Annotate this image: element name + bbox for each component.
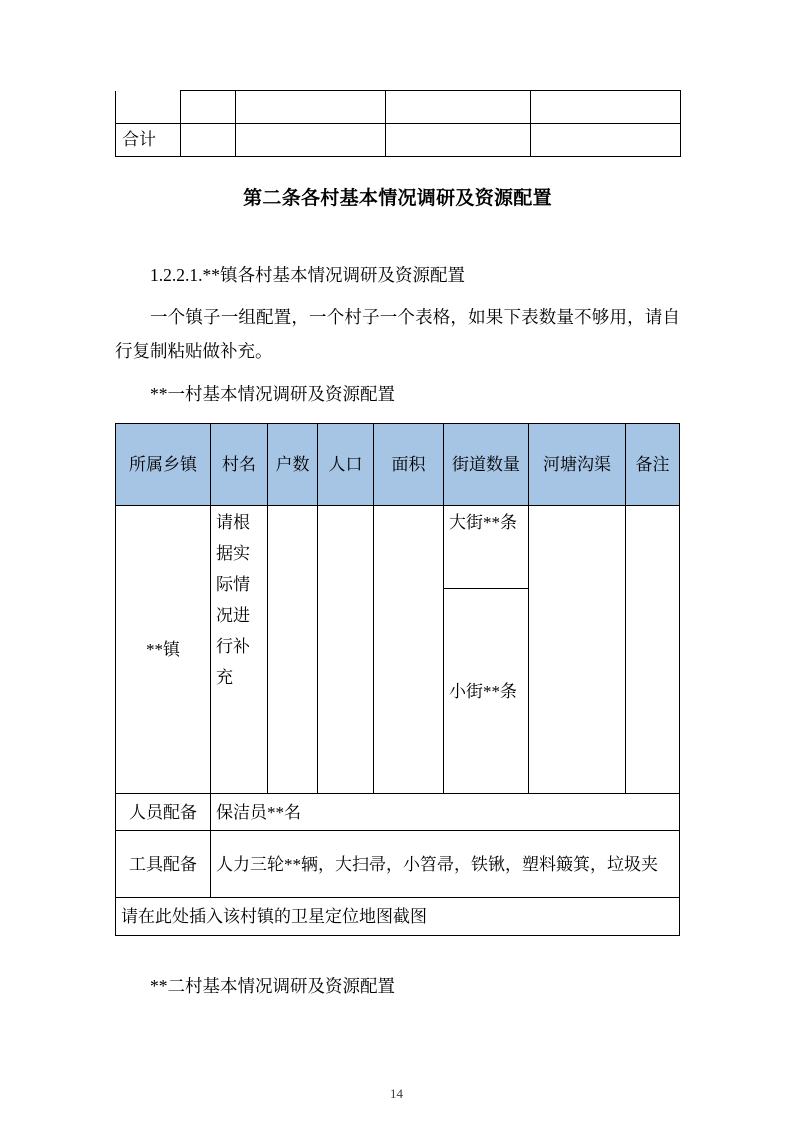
paragraph-village-one-title: **一村基本情况调研及资源配置 <box>150 384 395 404</box>
page-number: 14 <box>390 1086 403 1101</box>
cell-map-placeholder: 请在此处插入该村镇的卫星定位地图截图 <box>116 898 680 936</box>
table-row-staffing <box>116 794 680 831</box>
cell-waterways <box>529 506 626 794</box>
cell-main-streets: 大街**条 <box>444 506 529 589</box>
table-row-total <box>116 124 681 157</box>
village-survey-table <box>115 423 680 936</box>
paragraph-instructions: 一个镇子一组配置，一个村子一个表格，如果下表数量不够用，请自行复制粘贴做补充。 <box>115 307 680 361</box>
cell-households <box>268 506 318 794</box>
cell-tools-label: 工具配备 <box>116 831 211 898</box>
table-cell-total-label: 合计 <box>116 124 181 157</box>
table-cell <box>181 91 236 124</box>
cell-staffing-label: 人员配备 <box>116 794 211 831</box>
column-header-households: 户数 <box>268 424 318 506</box>
table-row-map-placeholder <box>116 898 680 936</box>
table-cell <box>236 124 386 157</box>
table-row-village-data-upper <box>116 506 680 589</box>
cell-population <box>318 506 374 794</box>
paragraph-village-two-title: **二村基本情况调研及资源配置 <box>150 976 395 996</box>
section-heading: 第二条各村基本情况调研及资源配置 <box>243 188 552 209</box>
column-header-remarks: 备注 <box>626 424 680 506</box>
table-cell <box>386 91 531 124</box>
cell-small-streets: 小街**条 <box>444 589 529 794</box>
continued-summary-table <box>115 90 681 157</box>
column-header-township: 所属乡镇 <box>116 424 211 506</box>
column-header-population: 人口 <box>318 424 374 506</box>
table-cell <box>386 124 531 157</box>
table-cell <box>531 124 681 157</box>
paragraph-subsection-title: 1.2.2.1.**镇各村基本情况调研及资源配置 <box>150 265 465 285</box>
table-cell <box>116 91 181 124</box>
table-row <box>116 91 681 124</box>
table-cell <box>181 124 236 157</box>
cell-village-name: 请根据实际情况进行补充 <box>211 506 268 794</box>
cell-staffing-value: 保洁员**名 <box>211 794 680 831</box>
cell-area <box>374 506 444 794</box>
cell-township: **镇 <box>116 506 211 794</box>
column-header-village-name: 村名 <box>211 424 268 506</box>
table-header-row <box>116 424 680 506</box>
cell-tools-value: 人力三轮**辆，大扫帚，小笤帚，铁锹，塑料簸箕，垃圾夹 <box>211 831 680 898</box>
column-header-area: 面积 <box>374 424 444 506</box>
table-cell <box>236 91 386 124</box>
cell-remarks <box>626 506 680 794</box>
column-header-waterways: 河塘沟渠 <box>529 424 626 506</box>
column-header-street-count: 街道数量 <box>444 424 529 506</box>
table-cell <box>531 91 681 124</box>
table-row-tools <box>116 831 680 898</box>
